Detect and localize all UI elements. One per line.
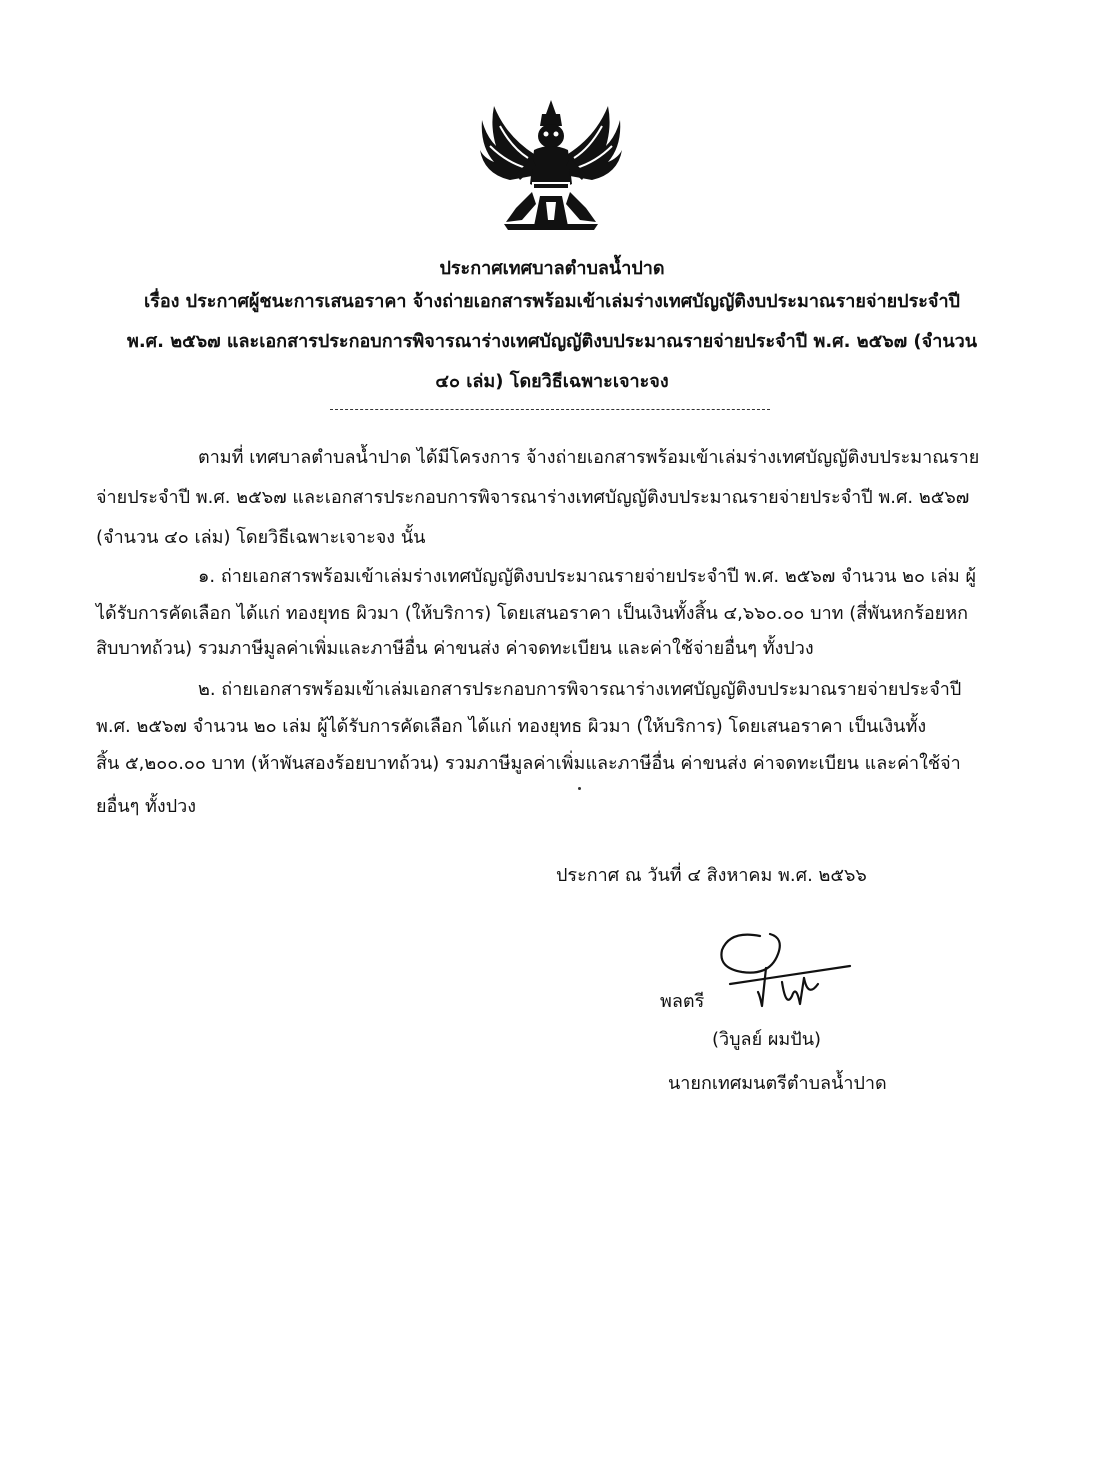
item1-line-3: สิบบาทถ้วน) รวมภาษีมูลค่าเพิ่มและภาษีอื่น ค่าขนส่ง ค่าจดทะเบียน และค่าใช้จ่ายอื่นๆ ทั้งปวง xyxy=(96,638,814,659)
subject-line-3: ๔๐ เล่ม) โดยวิธีเฉพาะเจาะจง xyxy=(435,371,669,392)
item1-line-2: ได้รับการคัดเลือก ได้แก่ ทองยุทธ ผิวมา (ให้บริการ) โดยเสนอราคา เป็นเงินทั้งสิ้น ๔,๖๖๐.๐๐ บาท (สี่พันหกร้อยหก xyxy=(96,603,968,624)
item2-line-2: พ.ศ. ๒๕๖๗ จำนวน ๒๐ เล่ม ผู้ได้รับการคัดเลือก ได้แก่ ทองยุทธ ผิวมา (ให้บริการ) โดยเสนอราคา เป็นเงินทั้ง xyxy=(96,716,927,737)
stray-dot xyxy=(578,787,581,790)
signer-rank: พลตรี xyxy=(660,991,705,1012)
intro-line-2: จ่ายประจำปี พ.ศ. ๒๕๖๗ และเอกสารประกอบการพิจารณาร่างเทศบัญญัติงบประมาณรายจ่ายประจำปี พ.ศ. ๒๕๖๗ xyxy=(96,487,970,508)
item2-line-3: สิ้น ๕,๒๐๐.๐๐ บาท (ห้าพันสองร้อยบาทถ้วน) รวมภาษีมูลค่าเพิ่มและภาษีอื่น ค่าขนส่ง ค่าจดทะเบียน และค่าใช้จ่า xyxy=(96,753,961,774)
item2-line-1: ๒. ถ่ายเอกสารพร้อมเข้าเล่มเอกสารประกอบการพิจารณาร่างเทศบัญญัติงบประมาณรายจ่ายประจำปี xyxy=(198,679,962,700)
subject-line-2: พ.ศ. ๒๕๖๗ และเอกสารประกอบการพิจารณาร่างเทศบัญญัติงบประมาณรายจ่ายประจำปี พ.ศ. ๒๕๖๗ (จำนวน xyxy=(126,331,978,352)
subject-line-1: เรื่อง ประกาศผู้ชนะการเสนอราคา จ้างถ่ายเอกสารพร้อมเข้าเล่มร่างเทศบัญญัติงบประมาณรายจ่ายประจำปี xyxy=(144,291,960,312)
item1-line-1: ๑. ถ่ายเอกสารพร้อมเข้าเล่มร่างเทศบัญญัติงบประมาณรายจ่ายประจำปี พ.ศ. ๒๕๖๗ จำนวน ๒๐ เล่ม ผู้ xyxy=(198,566,977,587)
announcement-title: ประกาศเทศบาลตำบลน้ำปาด xyxy=(439,258,665,279)
item2-line-4: ยอื่นๆ ทั้งปวง xyxy=(96,796,197,817)
intro-line-3: (จำนวน ๔๐ เล่ม) โดยวิธีเฉพาะเจาะจง นั้น xyxy=(96,527,426,548)
signer-name: (วิบูลย์ ผมปัน) xyxy=(712,1029,822,1050)
announcement-date: ประกาศ ณ วันที่ ๔ สิงหาคม พ.ศ. ๒๕๖๖ xyxy=(556,865,867,886)
signature-icon xyxy=(700,924,860,1014)
garuda-emblem-icon xyxy=(476,96,626,236)
signer-position: นายกเทศมนตรีตำบลน้ำปาด xyxy=(668,1073,887,1094)
intro-line-1: ตามที่ เทศบาลตำบลน้ำปาด ได้มีโครงการ จ้างถ่ายเอกสารพร้อมเข้าเล่มร่างเทศบัญญัติงบประมาณราย xyxy=(198,447,980,468)
separator-dashes xyxy=(330,409,770,410)
